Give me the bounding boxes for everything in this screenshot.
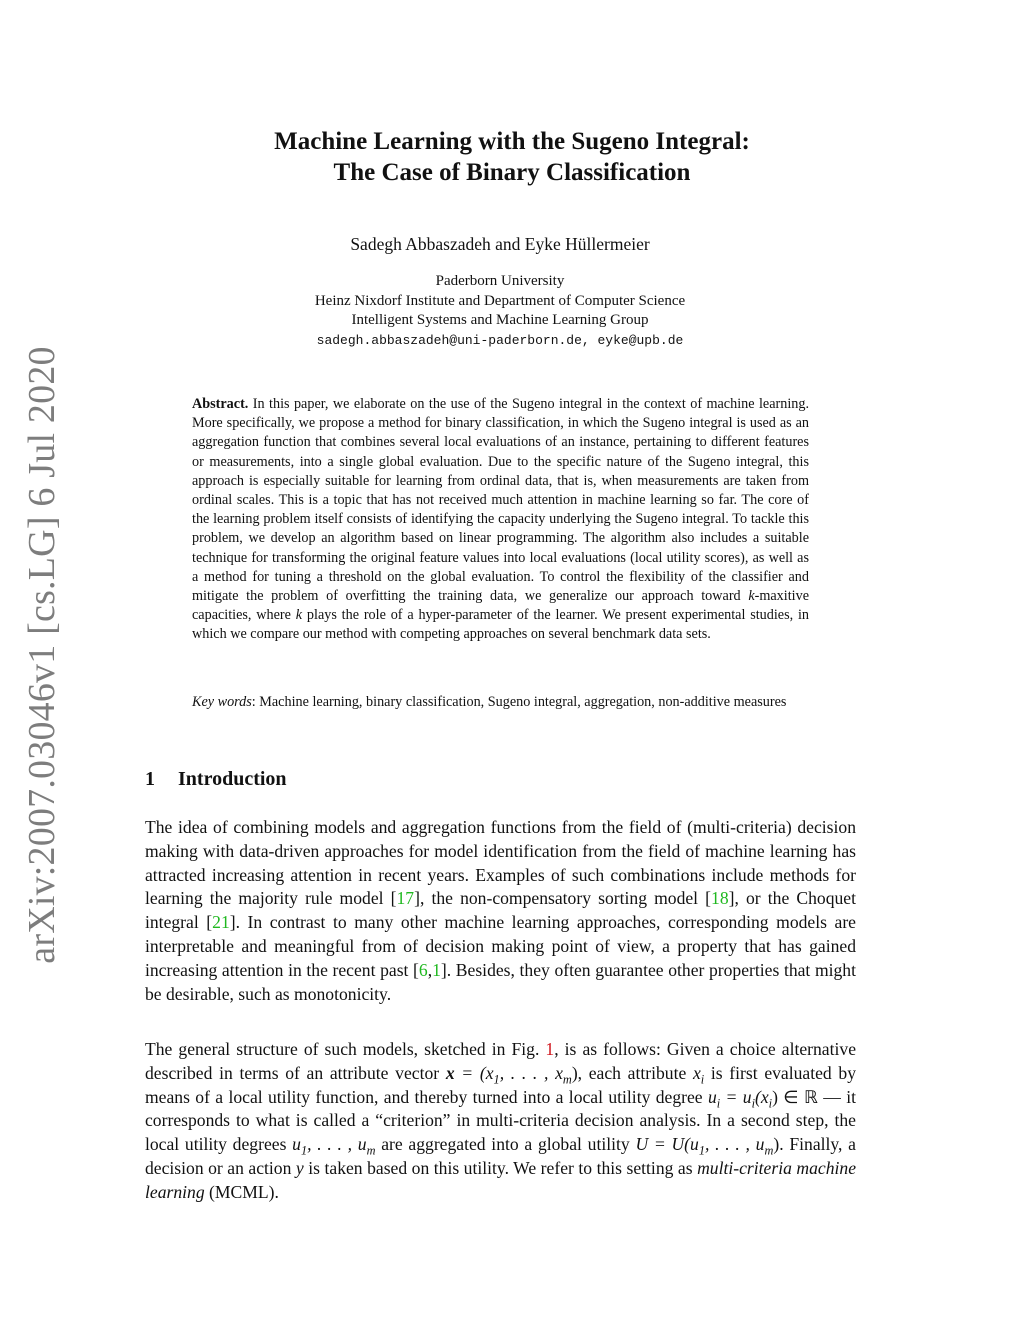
affiliation-institute: Heinz Nixdorf Institute and Department of Computer Science	[314, 292, 686, 309]
math-u: u	[707, 1086, 717, 1107]
math-u-dots: , . . . , u	[307, 1134, 367, 1155]
abstract-k-symbol-2: k	[295, 607, 303, 624]
math-xi-sub: i	[700, 1072, 705, 1087]
math-paren-x: (x	[755, 1086, 769, 1107]
p2-text-f: are aggregated into a global utility	[381, 1134, 630, 1155]
citation-link-1[interactable]: 1	[432, 959, 441, 980]
affiliation-block	[0, 272, 1000, 350]
abstract-label: Abstract.	[192, 396, 249, 412]
affiliation-group: Intelligent Systems and Machine Learning Group	[351, 312, 649, 328]
math-u1-sub: 1	[300, 1143, 308, 1158]
math-xi-base: x	[692, 1062, 701, 1083]
citation-link-21[interactable]: 21	[212, 912, 230, 933]
math-global-utility	[635, 1134, 774, 1158]
term-mcml: multi-criteria machine learning	[145, 1157, 857, 1202]
math-U-sub-1: 1	[698, 1143, 705, 1158]
intro-paragraph-1	[145, 816, 856, 1006]
p2-text-i: (MCML).	[209, 1181, 279, 1202]
math-y: y	[295, 1157, 304, 1178]
arxiv-identifier-stamp: arXiv:2007.03046v1 [cs.LG] 6 Jul 2020	[21, 346, 63, 964]
author-list: Sadegh Abbaszadeh and Eyke Hüllermeier	[350, 234, 650, 254]
math-U-sub-m: m	[764, 1143, 774, 1158]
math-u-sub-i-2: i	[751, 1096, 755, 1111]
math-sub-1: 1	[493, 1072, 500, 1087]
keywords-text: : Machine learning, binary classification, Sugeno integral, aggregation, non-additive measures	[251, 694, 787, 710]
p2-text-d: is first evaluated by means of a local utility function, and thereby turned into a local utility degree	[145, 1062, 857, 1107]
section-title: Introduction	[178, 768, 287, 790]
p1-citation-separator: ,	[427, 959, 433, 980]
math-U-eq: U = U(u	[635, 1134, 699, 1155]
p1-text-d: ]. In contrast to many other machine learning approaches, corresponding models are interpretable and meaningful from of decision making point of view, a property that has gained increasing attention in the recent past [	[145, 912, 856, 980]
section-heading-introduction	[145, 768, 287, 791]
keywords-label: Key words	[192, 694, 252, 710]
citation-link-18[interactable]: 18	[711, 888, 729, 909]
abstract	[192, 395, 809, 645]
math-U-dots: , . . . , u	[705, 1134, 765, 1155]
p1-text-e: ]. Besides, they often guarantee other properties that might be desirable, such as monotonicity.	[145, 959, 856, 1004]
math-ui-expression	[707, 1086, 773, 1111]
abstract-text-2: -maxitive capacities, where	[192, 588, 809, 624]
keywords	[192, 693, 809, 712]
math-u1: u	[292, 1134, 301, 1155]
abstract-text: In this paper, we elaborate on the use of the Sugeno integral in the context of machine learning. More specifically, we propose a method for binary classification, in which the Sugeno integral is used as an aggregation function that combines several local evaluations of an instance, pertaining to different features or measurements, into a single global evaluation. Due to the specific nature of the Sugeno integral, this approach is especially suitable for learning from ordinal data, that is, when measurements are taken from ordinal scales. This is a topic that has not received much attention in machine learning so far. The core of the learning problem itself consists of identifying the capacity underlying the Sugeno integral. To tackle this problem, we develop an algorithm based on linear programming. The algorithm also includes a suitable technique for transforming the original feature values into local evaluations (local utility scores), as well as a method for tuning a threshold on the global evaluation. To control the flexibility of the classifier and mitigate the problem of overfitting the training data, we generalize our approach toward	[192, 396, 809, 605]
math-sub-m: m	[562, 1072, 572, 1087]
citation-link-6[interactable]: 6	[418, 959, 428, 980]
math-u-sequence	[292, 1134, 376, 1158]
math-eq-1a: = (x	[461, 1062, 494, 1083]
math-um-sub: m	[366, 1143, 376, 1158]
p1-text-c: ], or the Choquet integral [	[145, 888, 856, 933]
section-number: 1	[145, 768, 155, 790]
author-emails: sadegh.abbaszadeh@uni-paderborn.de, eyke@upb.de	[316, 332, 684, 348]
math-eq-1b: , . . . , x	[499, 1062, 563, 1083]
citation-link-17[interactable]: 17	[396, 888, 415, 909]
paper-title	[0, 126, 1024, 188]
p1-text-b: ], the non-compensatory sorting model [	[414, 888, 712, 909]
math-u-sub-i: i	[716, 1096, 721, 1111]
figure-link-1[interactable]: 1	[545, 1039, 555, 1059]
math-eq-1	[461, 1062, 572, 1087]
math-eq-u: = u	[725, 1086, 752, 1107]
math-xi	[692, 1062, 705, 1087]
title-line-2: The Case of Binary Classification	[333, 159, 691, 186]
abstract-k-symbol: k	[748, 588, 755, 605]
p2-text-b: , is as follows: Given a choice alternative described in terms of an attribute vector	[145, 1039, 856, 1083]
p2-text-c: ), each attribute	[571, 1062, 687, 1083]
intro-paragraph-2	[145, 1038, 856, 1205]
affiliation-university: Paderborn University	[435, 273, 565, 289]
math-vector-x: x	[445, 1062, 455, 1083]
p1-text-a: The idea of combining models and aggregation functions from the field of (multi-criteria) decision making with data-driven approaches for model identification from the field of machine learning has attracted increasing attention in recent years. Examples of such combinations include methods for learning the majority rule model [	[145, 817, 856, 909]
p2-text-h: is taken based on this utility. We refer to this setting as	[308, 1157, 693, 1178]
p2-text-g: ). Finally, a decision or an action	[145, 1134, 856, 1178]
title-line-1: Machine Learning with the Sugeno Integral:	[274, 128, 750, 155]
abstract-text-3: plays the role of a hyper-parameter of the learner. We present experimental studies, in which we compare our method with competing approaches on several benchmark data sets.	[192, 607, 810, 643]
p2-text-e: ) ∈ ℝ — it corresponds to what is called a “criterion” in multi-criteria decision analysis. In a second step, the local utility degrees	[145, 1086, 856, 1155]
p2-text-a: The general structure of such models, sketched in Fig.	[145, 1039, 540, 1059]
math-x-sub-i-2: i	[768, 1096, 773, 1111]
